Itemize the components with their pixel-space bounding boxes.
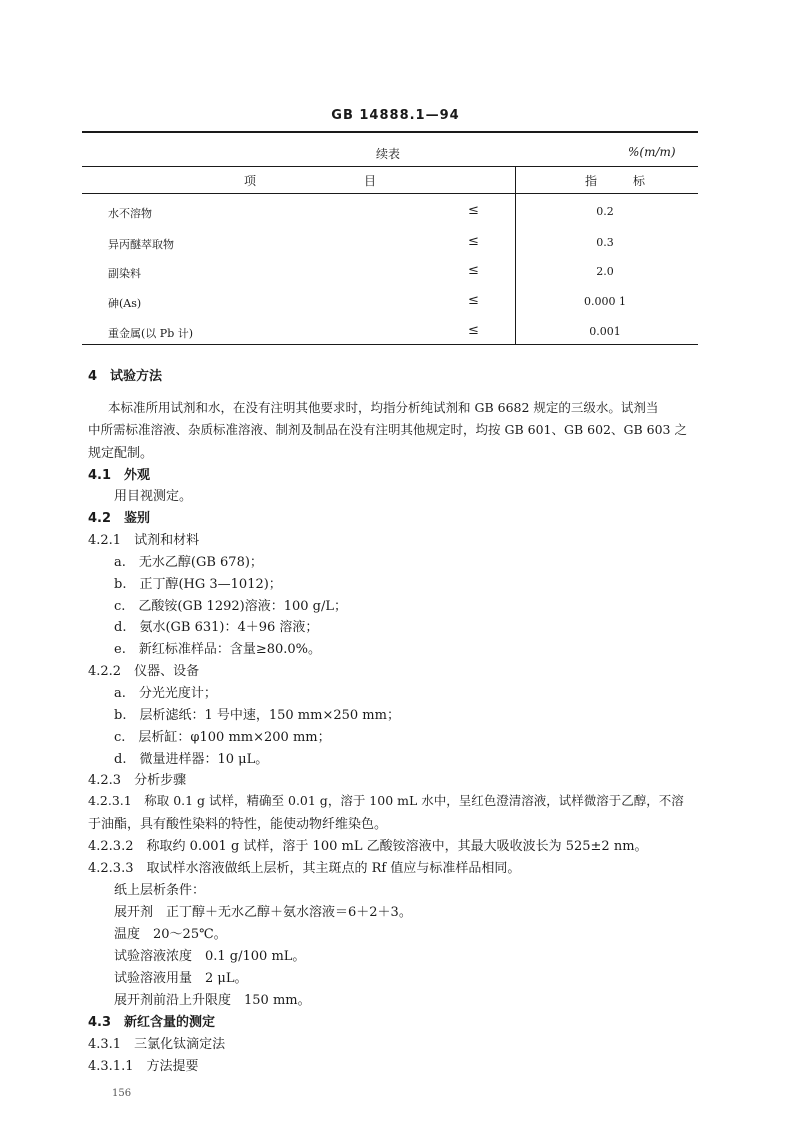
list-item: b. 正丁醇(HG 3—1012)； — [114, 577, 282, 592]
list-item: d. 微量进样器：10 μL。 — [114, 752, 269, 767]
table-row-item: 副染料 — [108, 267, 141, 280]
paragraph-line: 4.2.3.1 称取 0.1 g 试样，精确至 0.01 g，溶于 100 mL 水中，呈红色澄清溶液，试样微溶于乙醇，不溶 — [88, 793, 684, 808]
table-row-value: 0.000 1 — [584, 295, 626, 308]
subsection-title: 4.2.1 试剂和材料 — [88, 533, 200, 548]
paragraph-line: 用目视测定。 — [114, 489, 193, 504]
table-row-value: 0.2 — [596, 205, 614, 218]
table-col-value-header: 指 标 — [584, 174, 645, 188]
condition-line: 试验溶液浓度 0.1 g/100 mL。 — [114, 949, 306, 964]
table-row-op: ≤ — [468, 203, 479, 218]
subsection-title: 4.3.1 三氯化钛滴定法 — [88, 1037, 226, 1052]
list-item: c. 乙酸铵(GB 1292)溶液：100 g/L； — [114, 599, 347, 614]
page-number: 156 — [112, 1088, 132, 1099]
paragraph-line: 本标准所用试剂和水，在没有注明其他要求时，均指分析纯试剂和 GB 6682 规定的三级水。试剂当 — [108, 400, 659, 415]
list-item: e. 新红标准样品：含量≥80.0%。 — [114, 642, 322, 657]
subsection-title: 4.2.3 分析步骤 — [88, 773, 187, 788]
table-row-item: 异丙醚萃取物 — [108, 238, 174, 251]
condition-line: 温度 20～25℃。 — [114, 927, 227, 942]
list-item: b. 层析滤纸：1 号中速，150 mm×250 mm； — [114, 708, 400, 723]
table-rule-head — [82, 193, 698, 194]
table-row-item: 砷(As) — [108, 297, 142, 310]
section-4-title: 4 试验方法 — [88, 369, 163, 384]
condition-line: 试验溶液用量 2 μL。 — [114, 971, 248, 986]
table-row-op: ≤ — [468, 234, 479, 249]
table-row-item: 水不溶物 — [108, 207, 152, 220]
table-row-op: ≤ — [468, 293, 479, 308]
table-row-value: 2.0 — [596, 265, 614, 278]
table-caption: 续表 — [376, 147, 401, 161]
section-4-2-title: 4.2 鉴别 — [88, 511, 151, 526]
section-4-1-title: 4.1 外观 — [88, 468, 151, 483]
table-unit: %(m/m) — [628, 145, 676, 159]
table-row-value: 0.001 — [589, 325, 621, 338]
paragraph-line: 4.2.3.2 称取约 0.001 g 试样，溶于 100 mL 乙酸铵溶液中，其最大吸收波长为 525±2 nm。 — [88, 839, 648, 854]
section-4-3-title: 4.3 新红含量的测定 — [88, 1015, 216, 1030]
paragraph-line: 中所需标准溶液、杂质标准溶液、制剂及制品在没有注明其他规定时，均按 GB 601、GB 602、GB 603 之 — [88, 422, 687, 437]
table-rule-bottom — [82, 344, 698, 345]
header-rule — [82, 131, 698, 133]
table-row-op: ≤ — [468, 263, 479, 278]
standard-header: GB 14888.1—94 — [331, 108, 460, 123]
paragraph-line: 4.2.3.3 取试样水溶液做纸上层析，其主斑点的 Rf 值应与标准样品相同。 — [88, 861, 521, 876]
list-item: a. 分光光度计； — [114, 686, 217, 701]
list-item: c. 层析缸：φ100 mm×200 mm； — [114, 730, 331, 745]
condition-line: 展开剂前沿上升限度 150 mm。 — [114, 993, 311, 1008]
table-col-divider — [515, 166, 516, 344]
condition-line: 展开剂 正丁醇＋无水乙醇＋氨水溶液＝6＋2＋3。 — [114, 905, 412, 920]
table-row-item: 重金属(以 Pb 计) — [108, 327, 194, 340]
subsection-title: 4.3.1.1 方法提要 — [88, 1059, 199, 1074]
paragraph-line: 规定配制。 — [88, 446, 154, 461]
subsection-title: 4.2.2 仪器、设备 — [88, 664, 200, 679]
list-item: d. 氨水(GB 631)：4＋96 溶液； — [114, 620, 319, 635]
table-rule-top — [82, 166, 698, 167]
paragraph-line: 于油酯，具有酸性染料的特性，能使动物纤维染色。 — [88, 817, 388, 832]
table-col-item-header: 项 目 — [243, 174, 376, 188]
table-row-value: 0.3 — [596, 236, 614, 249]
condition-title: 纸上层析条件： — [114, 883, 206, 898]
list-item: a. 无水乙醇(GB 678)； — [114, 555, 263, 570]
table-row-op: ≤ — [468, 323, 479, 338]
